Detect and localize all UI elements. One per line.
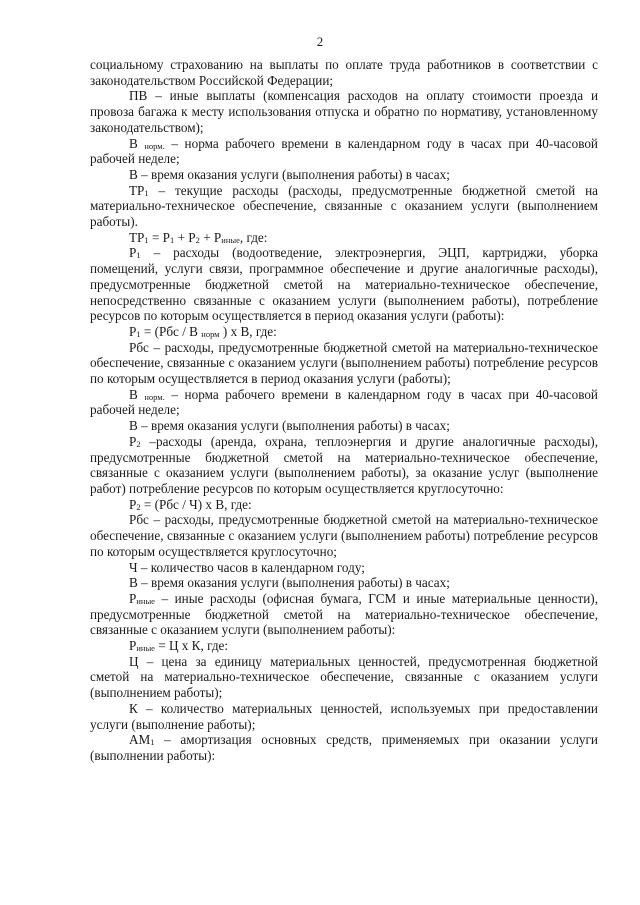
subscript: иные <box>136 595 155 606</box>
formula-p1 <box>90 324 598 340</box>
subscript: 1 <box>170 234 175 245</box>
formula-p2 <box>90 497 598 513</box>
text: Р <box>129 590 137 606</box>
subscript: норм. <box>144 391 165 402</box>
paragraph-rbs-1: Рбс – расходы, предусмотренные бюджетной сметой на материально-техническое обеспечение, связанные с оказанием услуги (выполнением работы) потребление ресурсов по которым осуществляется в период оказания услуги (работы); <box>90 339 598 387</box>
text: – расходы (водоотведение, электроэнергия, ЭЦП, картриджи, уборка помещений, услуги связи, программное обеспечение и другие аналогичные расходы), предусмотренные бюджетной сметой на материально-техническое обеспечение, непосредственно связанные с оказанием услуги (выполнением работы), потребление ресурсов по которым осуществляется в период оказания услуги (работы): <box>90 245 598 324</box>
formula-tr1 <box>90 230 598 246</box>
subscript: иные <box>221 234 240 245</box>
text: = Р <box>148 229 171 245</box>
subscript: 2 <box>136 438 141 449</box>
text: В <box>129 386 145 402</box>
paragraph-p1 <box>90 245 598 324</box>
document-body <box>90 57 598 764</box>
text: = (Рбс / Ч) х В, где: <box>140 496 252 512</box>
subscript: норм <box>201 328 220 339</box>
text: ) х В, где: <box>219 323 277 339</box>
paragraph-quantity: К – количество материальных ценностей, используемых при предоставлении услуги (выполнение работы); <box>90 700 598 732</box>
subscript: норм. <box>144 140 165 151</box>
text: – норма рабочего времени в календарном году в часах при 40-часовой рабочей неделе; <box>90 135 598 167</box>
text: + Р <box>174 229 196 245</box>
text: Р <box>129 433 137 449</box>
paragraph-insurance: социальному страхованию на выплаты по оплате труда работников в соответствии с законодательством Российской Федерации; <box>90 57 598 88</box>
paragraph-v-time-2: В – время оказания услуги (выполнения работы) в часах; <box>129 418 450 434</box>
paragraph-v-time-3: В – время оказания услуги (выполнения работы) в часах; <box>129 575 450 591</box>
subscript: 1 <box>144 234 149 245</box>
paragraph-v-norm-2 <box>90 387 598 418</box>
text: – норма рабочего времени в календарном году в часах при 40-часовой рабочей неделе; <box>90 386 598 418</box>
text: – амортизация основных средств, применяемых при оказании услуги (выполнении работы): <box>90 732 598 763</box>
text: ТР <box>129 182 145 198</box>
page-number: 2 <box>316 34 324 49</box>
text: = (Рбс / В <box>140 323 202 339</box>
subscript: 2 <box>195 234 200 245</box>
paragraph-v-time: В – время оказания услуги (выполнения работы) в часах; <box>129 166 450 182</box>
subscript: 1 <box>136 328 141 339</box>
text: –расходы (аренда, охрана, теплоэнергия и другие аналогичные расходы), предусмотренные бюджетной сметой на материально-техническое обеспечение, связанные с оказанием услуги (выполнением работы), за оказание услуг (выполнение работ) потребление ресурсов по которым осуществляется круглосуточно: <box>90 433 598 496</box>
text: – текущие расходы (расходы, предусмотренные бюджетной сметой на материально-техническое обеспечение, связанные с оказанием услуги (выполнением работы). <box>90 182 598 230</box>
paragraph-hours: Ч – количество часов в календарном году; <box>129 559 365 575</box>
subscript: 1 <box>136 250 141 261</box>
text: – иные расходы (офисная бумага, ГСМ и иные материальные ценности), предусмотренные бюджетной сметой на материально-техническое обеспечение, связанные с оказанием услуги (выполнением работы): <box>90 590 598 638</box>
subscript: иные <box>136 643 155 654</box>
paragraph-rbs-2: Рбс – расходы, предусмотренные бюджетной сметой на материально-техническое обеспечение, связанные с оказанием услуги (выполнением работы) потребление ресурсов по которым осуществляется круглосуточно; <box>90 512 598 559</box>
text: , где: <box>239 229 268 245</box>
text: В <box>129 135 145 151</box>
subscript: 1 <box>150 737 155 748</box>
paragraph-tr1 <box>90 183 598 230</box>
formula-p-other <box>90 638 598 654</box>
text: Р <box>129 638 137 654</box>
text: Р <box>129 245 137 261</box>
subscript: 1 <box>144 187 149 198</box>
text: Р <box>129 496 137 512</box>
paragraph-v-norm <box>90 136 598 167</box>
paragraph-p2 <box>90 434 598 497</box>
paragraph-p-other <box>90 591 598 638</box>
text: Р <box>129 323 137 339</box>
paragraph-am1 <box>90 732 598 763</box>
paragraph-pv: ПВ – иные выплаты (компенсация расходов на оплату стоимости проезда и провоза багажа к месту использования отпуска и обратно по нормативу, установленному законодательством); <box>90 88 598 135</box>
text: ТР <box>129 229 145 245</box>
paragraph-price: Ц – цена за единицу материальных ценностей, предусмотренная бюджетной сметой на материально-техническое обеспечение, связанные с оказанием услуги (выполнением работы); <box>90 653 598 701</box>
text: АМ <box>129 732 151 748</box>
text: + Р <box>199 229 222 245</box>
subscript: 2 <box>136 501 141 512</box>
text: = Ц х К, где: <box>154 638 229 654</box>
